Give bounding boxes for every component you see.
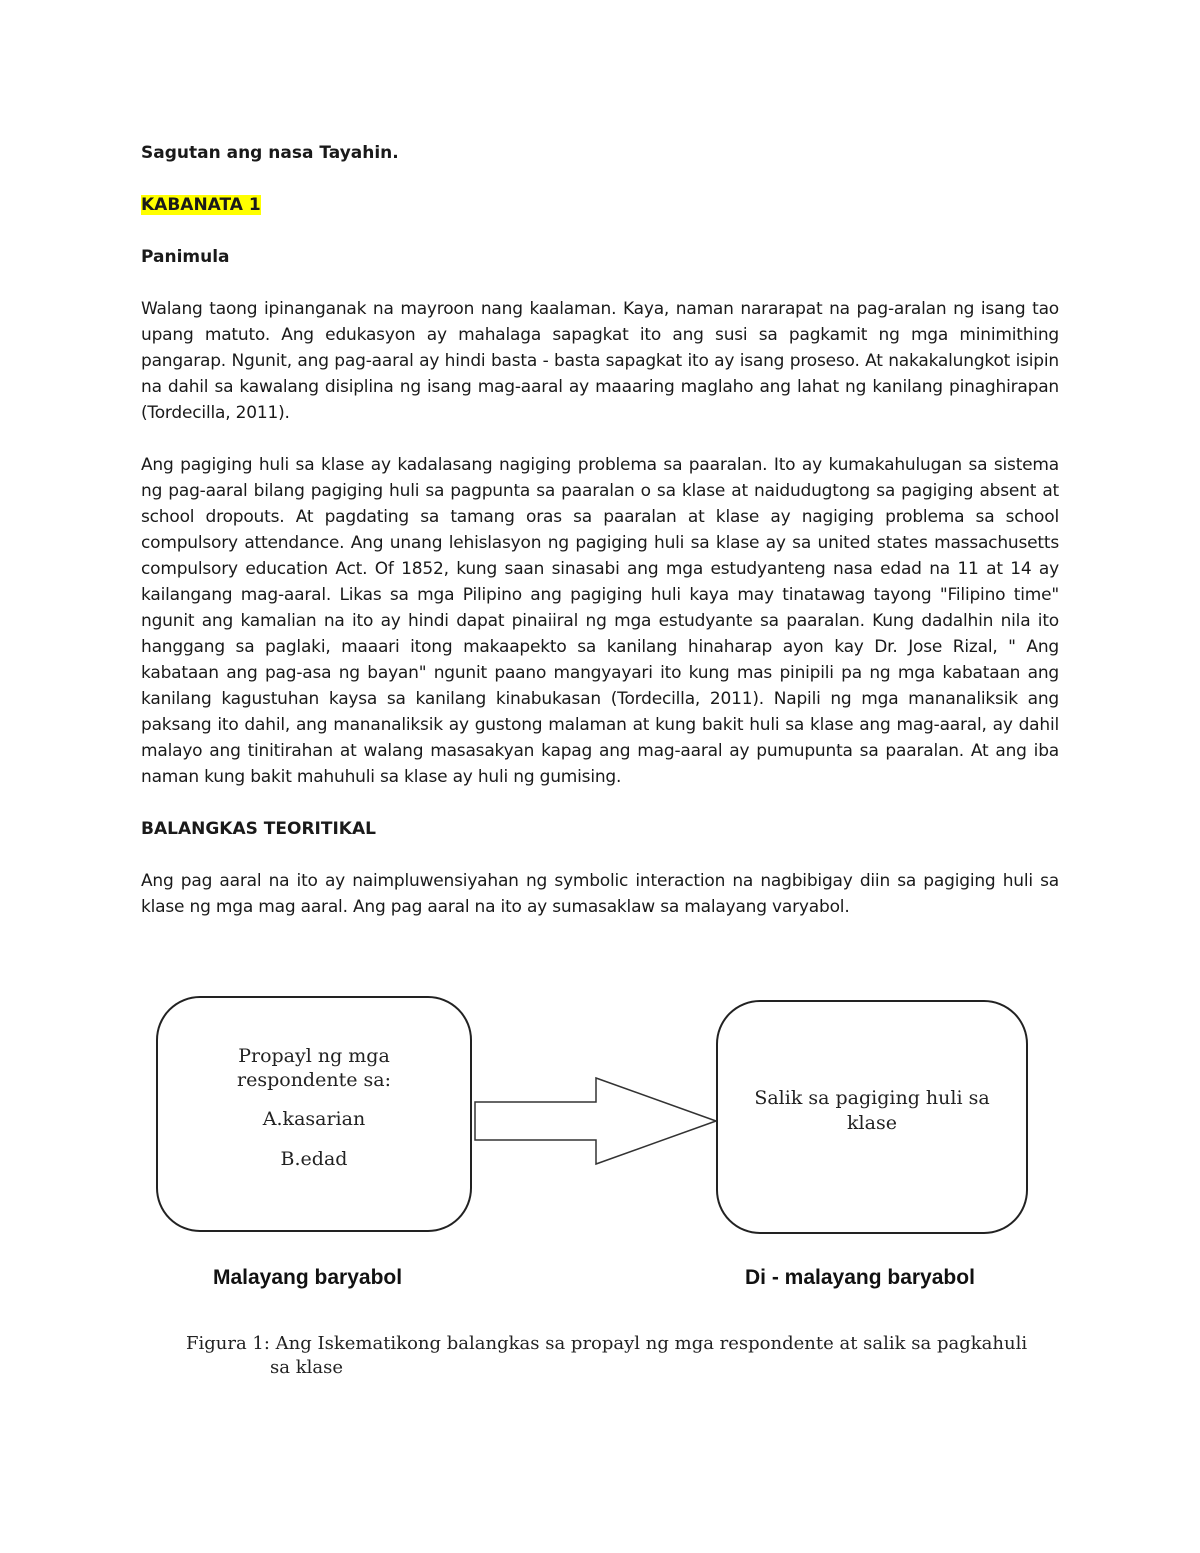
caption-line-1: Figura 1: Ang Iskematikong balangkas sa propayl ng mga respondente at salik sa pagkahuli <box>186 1333 1028 1354</box>
document-body <box>141 140 1059 920</box>
framework-paragraph: Ang pag aaral na ito ay naimpluwensiyahan ng symbolic interaction na nagbibigay diin sa pagiging huli sa klase ng mga mag aaral. Ang pag aaral na ito ay sumasaklaw sa malayang varyabol. <box>141 871 1059 917</box>
dependent-variable-box <box>716 1000 1028 1234</box>
intro-paragraph-2: Ang pagiging huli sa klase ay kadalasang nagiging problema sa paaralan. Ito ay kumakahulugan sa sistema ng pag-aaral bilang pagiging huli sa pagpunta sa paaralan o sa klase at naidudugtong sa pagiging absent at school dropouts. At pagdating sa tamang oras sa paaralan at klase ay nagiging problema sa school compulsory attendance. Ang unang lehislasyon ng pagiging huli sa klase ay sa united states massachusetts compulsory education Act. Of 1852, kung saan sinasabi ang mga estudyanteng nasa edad na 11 at 14 ay kailangang mag-aaral. Likas sa mga Pilipino ang pagiging huli kaya may tinatawag tayong "Filipino time" ngunit ang kamalian na ito ay hindi dapat pinaiiral ng mga estudyante sa paaralan. Kung dadalhin nila ito hanggang sa paglaki, maaari itong makaapekto sa kanilang hinaharap ayon kay Dr. Jose Rizal, " Ang kabataan ang pag-asa ng bayan" ngunit paano mangyayari ito kung mas pinipili pa ng mga kabataan ang kanilang kagustuhan kaysa sa kanilang kinabukasan (Tordecilla, 2011). Napili ng mga mananaliksik ang paksang ito dahil, ang mananaliksik ay gustong malaman at kung bakit huli sa klase ang mag-aaral, ay dahil malayo ang tinitirahan at walang masasakyan kapag ang mag-aaral ay pumupunta sa paaralan. At ang iba naman kung bakit mahuhuli sa klase ay huli ng gumising. <box>141 455 1059 787</box>
independent-variable-box <box>156 996 472 1232</box>
profile-line-2: respondente sa: <box>237 1069 391 1091</box>
profile-line-1: Propayl ng mga <box>238 1045 390 1067</box>
lateness-factor-text: Salik sa pagiging huli sa klase <box>754 1087 990 1134</box>
right-arrow-icon <box>474 1076 718 1166</box>
figure-caption <box>186 1332 1046 1380</box>
intro-heading: Panimula <box>141 247 230 267</box>
profile-item-a: A.kasarian <box>262 1108 366 1130</box>
instruction-text: Sagutan ang nasa Tayahin. <box>141 143 399 163</box>
intro-paragraph-1: Walang taong ipinanganak na mayroon nang kaalaman. Kaya, naman nararapat na pag-aralan ng isang tao upang matuto. Ang edukasyon ay mahalaga sapagkat ito ang susi sa pagkamit ng mga minimithing pangarap. Ngunit, ang pag-aaral ay hindi basta - basta sapagkat ito ay isang proseso. At nakakalungkot isipin na dahil sa kawalang disiplina ng isang mag-aaral ay maaaring maglaho ang lahat ng kanilang pinaghirapan (Tordecilla, 2011). <box>141 299 1059 423</box>
independent-variable-label: Malayang baryabol <box>213 1266 403 1289</box>
profile-item-b: B.edad <box>280 1148 348 1170</box>
framework-heading: BALANGKAS TEORITIKAL <box>141 819 376 839</box>
caption-line-2: sa klase <box>270 1357 343 1378</box>
chapter-heading <box>141 192 1059 218</box>
dependent-variable-label: Di - malayang baryabol <box>745 1266 975 1289</box>
profile-label <box>158 1044 470 1092</box>
chapter-highlight: KABANATA 1 <box>141 195 261 215</box>
